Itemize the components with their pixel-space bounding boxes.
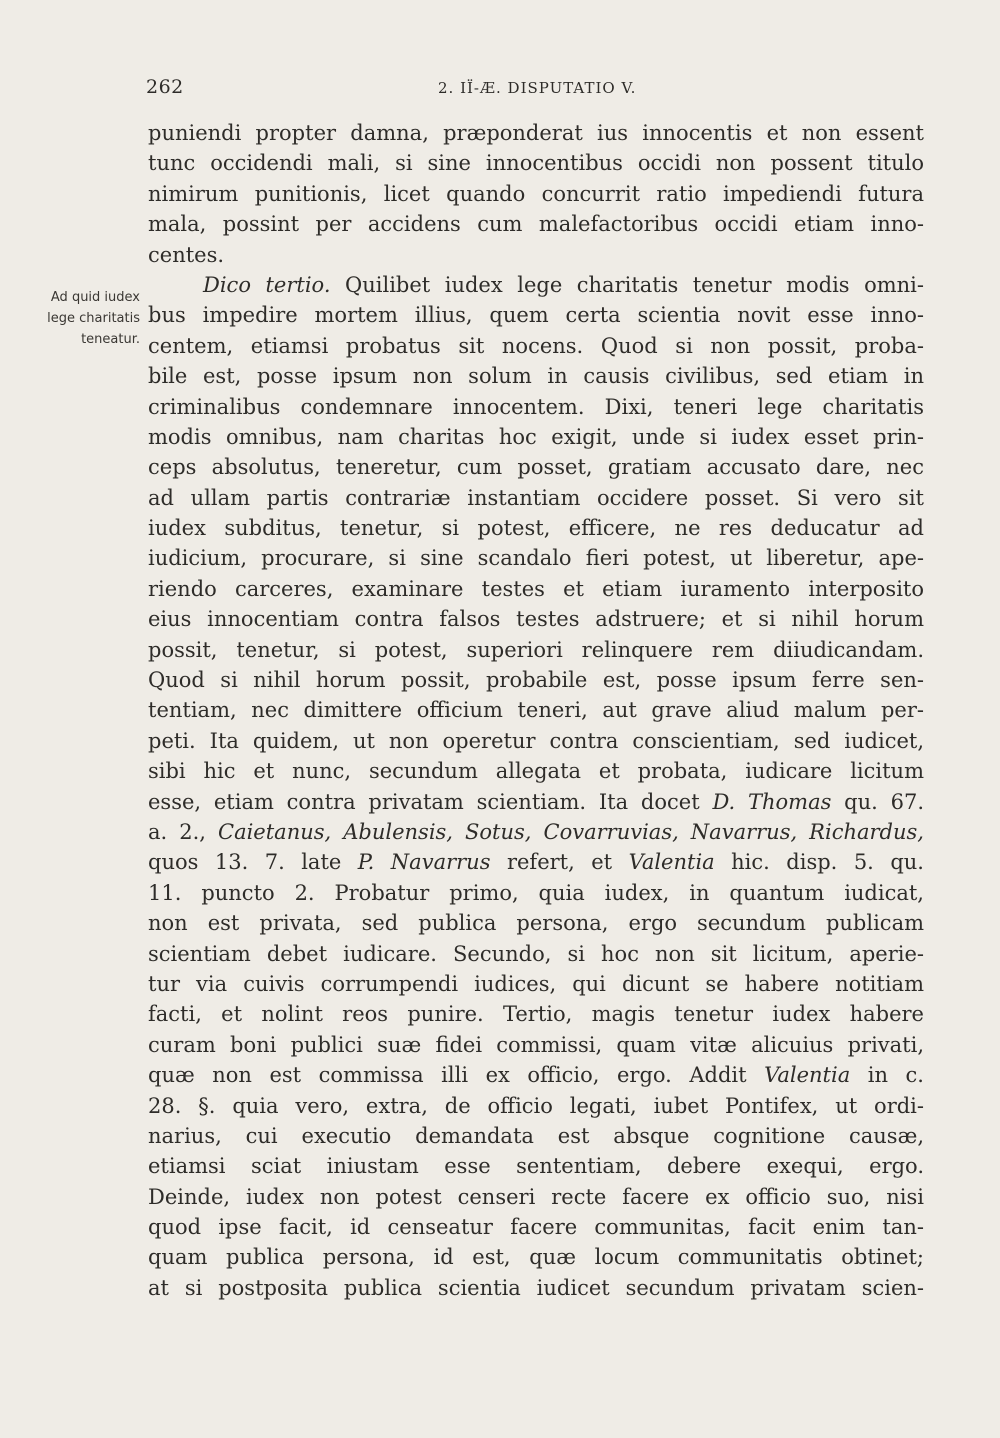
text-line: mala, possint per accidens cum malefactoribus occidi etiam inno- xyxy=(148,212,924,237)
margin-note-line: teneatur. xyxy=(81,332,140,347)
text-line: nimirum punitionis, licet quando concurrit ratio impediendi futura xyxy=(148,181,924,206)
running-head: 2. IÏ-Æ. DISPUTATIO V. xyxy=(438,79,637,97)
margin-note-line: Ad quid iudex xyxy=(50,290,140,305)
margin-note-line: lege charitatis xyxy=(47,311,140,326)
text-line: ceps absolutus, teneretur, cum posset, gratiam accusato dare, nec xyxy=(148,455,924,480)
text-line: etiamsi sciat iniustam esse sententiam, debere exequi, ergo. xyxy=(148,1154,924,1179)
text-line: curam boni publici suæ fidei commissi, quam vitæ alicuius privati, xyxy=(148,1032,924,1057)
text-line: facti, et nolint reos punire. Tertio, magis tenetur iudex habere xyxy=(148,1002,924,1027)
text-span: a. 2., xyxy=(148,819,206,844)
italic-phrase: D. Thomas xyxy=(712,789,832,814)
text-line: quam publica persona, id est, quæ locum communitatis obtinet; xyxy=(148,1245,924,1270)
text-line: Deinde, iudex non potest censeri recte facere ex officio suo, nisi xyxy=(148,1184,924,1209)
text-line: sibi hic et nunc, secundum allegata et probata, iudicare licitum xyxy=(148,759,924,784)
text-line: bile est, posse ipsum non solum in causis civilibus, sed etiam in xyxy=(148,364,924,389)
text-line xyxy=(148,847,924,877)
text-line: peti. Ita quidem, ut non operetur contra conscientiam, sed iudicet, xyxy=(148,728,924,753)
text-line: quod ipse facit, id censeatur facere communitas, facit enim tan- xyxy=(148,1215,924,1240)
text-line: centes. xyxy=(148,242,225,267)
text-line xyxy=(148,270,924,300)
text-span: esse, etiam contra privatam scientiam. Ita docet xyxy=(148,789,700,814)
text-line: iudex subditus, tenetur, si potest, efficere, ne res deducatur ad xyxy=(148,516,924,541)
text-line: 28. §. quia vero, extra, de officio legati, iubet Pontifex, ut ordi- xyxy=(148,1093,924,1118)
text-line: bus impedire mortem illius, quem certa scientia novit esse inno- xyxy=(148,303,924,328)
text-line: tunc occidendi mali, si sine innocentibus occidi non possent titulo xyxy=(148,151,924,176)
text-line: eius innocentiam contra falsos testes adstruere; et si nihil horum xyxy=(148,607,924,632)
text-span: refert, et xyxy=(506,850,613,875)
text-span: Quilibet iudex lege charitatis tenetur modis omni- xyxy=(345,272,924,297)
text-line xyxy=(148,817,924,847)
margin-note xyxy=(28,287,140,350)
text-line: puniendi propter damna, præponderat ius innocentis et non essent xyxy=(148,121,924,145)
italic-phrase: Caietanus, Abulensis, Sotus, Covarruvias, Navarrus, Richardus, xyxy=(218,819,924,844)
text-line: scientiam debet iudicare. Secundo, si hoc non sit licitum, aperie- xyxy=(148,941,924,966)
text-span: hic. disp. 5. qu. xyxy=(731,850,924,875)
text-span: quos 13. 7. late xyxy=(148,850,342,875)
text-line: tentiam, nec dimittere officium teneri, aut grave aliud malum per- xyxy=(148,698,924,723)
text-line: iudicium, procurare, si sine scandalo fieri potest, ut liberetur, ape- xyxy=(148,546,924,571)
italic-phrase: Dico tertio. xyxy=(203,272,331,297)
text-line: criminalibus condemnare innocentem. Dixi, teneri lege charitatis xyxy=(148,394,924,419)
text-span: qu. 67. xyxy=(844,789,924,814)
text-line: ad ullam partis contrariæ instantiam occidere posset. Si vero sit xyxy=(148,485,924,510)
text-line: centem, etiamsi probatus sit nocens. Quod si non possit, proba- xyxy=(148,333,924,358)
text-line: narius, cui executio demandata est absque cognitione causæ, xyxy=(148,1123,924,1148)
text-line xyxy=(148,1060,924,1090)
text-line: riendo carceres, examinare testes et etiam iuramento interposito xyxy=(148,576,924,601)
text-line: at si postposita publica scientia iudicet secundum privatam scien- xyxy=(148,1275,924,1300)
body-text xyxy=(148,118,924,1303)
italic-phrase: Valentia xyxy=(628,850,715,875)
italic-phrase: Valentia xyxy=(764,1063,851,1088)
text-span: quæ non est commissa illi ex officio, ergo. Addit xyxy=(148,1063,747,1088)
text-line: Quod si nihil horum possit, probabile est, posse ipsum ferre sen- xyxy=(148,668,924,693)
text-line: tur via cuivis corrumpendi iudices, qui dicunt se habere notitiam xyxy=(148,971,924,996)
page-number: 262 xyxy=(146,76,184,98)
text-line: modis omnibus, nam charitas hoc exigit, unde si iudex esset prin- xyxy=(148,424,924,449)
text-span: in c. xyxy=(867,1063,924,1088)
text-line: 11. puncto 2. Probatur primo, quia iudex, in quantum iudicat, xyxy=(148,880,924,905)
text-line: possit, tenetur, si potest, superiori relinquere rem diiudicandam. xyxy=(148,637,924,662)
text-line: non est privata, sed publica persona, ergo secundum publicam xyxy=(148,911,924,936)
text-line xyxy=(148,787,924,817)
italic-phrase: P. Navarrus xyxy=(357,850,491,875)
